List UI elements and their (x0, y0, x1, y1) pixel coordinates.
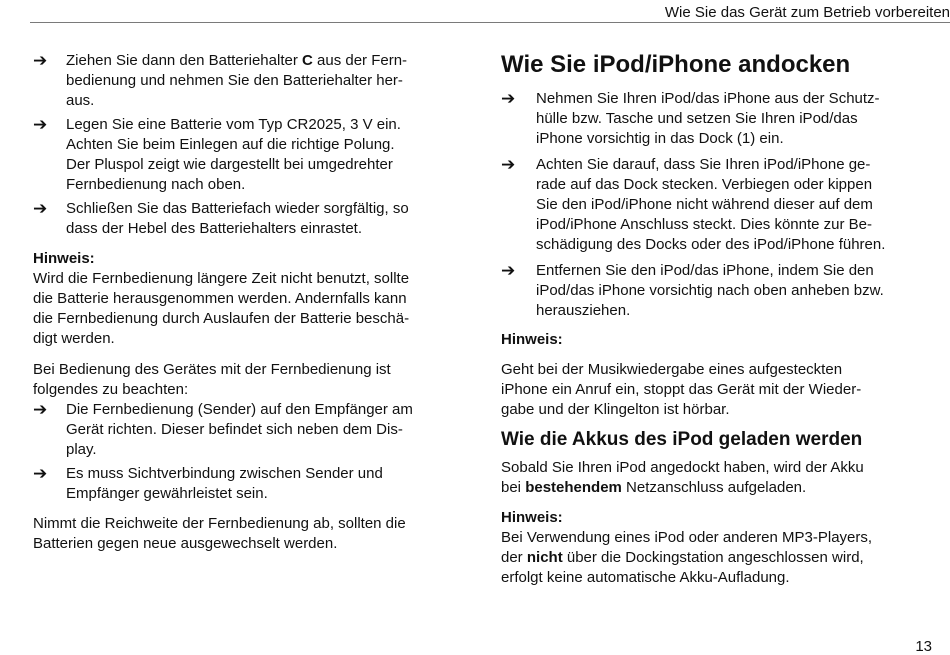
text-line: schädigung des Docks oder des iPod/iPhone führen. (536, 236, 886, 253)
arrow-right-icon: ➔ (33, 464, 48, 483)
left-column (33, 51, 465, 554)
list-item (33, 464, 465, 504)
text-line: Bei Verwendung eines iPod oder anderen MP3-Players, (501, 529, 873, 546)
arrow-right-icon: ➔ (33, 199, 48, 218)
charge-paragraph (501, 458, 941, 498)
list-item (501, 155, 941, 255)
list-item (33, 400, 465, 460)
text-line: Achten Sie beim Einlegen auf die richtige Polung. (66, 136, 395, 153)
closing-paragraph (33, 514, 465, 554)
text-line: dass der Hebel des Batteriehalters einrastet. (66, 220, 362, 237)
text-line: Empfänger gewährleistet sein. (66, 485, 268, 502)
text-line: iPod/das iPhone vorsichtig nach oben anheben bzw. (536, 282, 884, 299)
text-line: digt werden. (33, 330, 115, 347)
page-number: 13 (915, 638, 932, 655)
text-line: folgendes zu beachten: (33, 381, 189, 398)
list-item (501, 89, 941, 149)
text-line: Batterien gegen neue ausgewechselt werden. (33, 535, 338, 552)
label-c: C (302, 52, 313, 69)
text-line: hülle bzw. Tasche und setzen Sie Ihren iPod/das (536, 110, 858, 127)
text: aus der Fern- (312, 52, 408, 69)
text-line: Fernbedienung nach oben. (66, 176, 246, 193)
arrow-right-icon: ➔ (501, 89, 516, 108)
text-line: bedienung und nehmen Sie den Batteriehalter her- (66, 72, 403, 89)
text-line: erfolgt keine automatische Akku-Aufladung. (501, 569, 790, 586)
text-line: Geht bei der Musikwiedergabe eines aufgesteckten (501, 361, 843, 378)
text-line: Schließen Sie das Batteriefach wieder sorgfältig, so (66, 200, 409, 217)
text-line: Entfernen Sie den iPod/das iPhone, indem Sie den (536, 262, 874, 279)
text-line: play. (66, 441, 97, 458)
text-line: Es muss Sichtverbindung zwischen Sender und (66, 465, 383, 482)
note-block (501, 360, 941, 420)
emphasis: nicht (526, 549, 563, 566)
arrow-right-icon: ➔ (501, 261, 516, 280)
text-line: Bei Bedienung des Gerätes mit der Fernbedienung ist (33, 361, 391, 378)
right-column (501, 50, 941, 588)
text: über die Dockingstation angeschlossen wird, (562, 549, 864, 566)
intro-paragraph (33, 360, 465, 400)
list-item (33, 51, 465, 111)
list-item (501, 261, 941, 321)
arrow-right-icon: ➔ (33, 400, 48, 419)
text-line: Sie den iPod/iPhone nicht während dieser auf dem (536, 196, 873, 213)
text: Netzanschluss aufgeladen. (621, 479, 807, 496)
list-item (33, 199, 465, 239)
arrow-right-icon: ➔ (33, 51, 48, 70)
text-line: Legen Sie eine Batterie vom Typ CR2025, 3 V ein. (66, 116, 401, 133)
text-line: Achten Sie darauf, dass Sie Ihren iPod/iPhone ge- (536, 156, 871, 173)
note-label: Hinweis: (501, 509, 563, 526)
text-line: die Batterie herausgenommen werden. Andernfalls kann (33, 290, 407, 307)
text-line: rade auf das Dock stecken. Verbiegen oder kippen (536, 176, 873, 193)
text: Ziehen Sie dann den Batteriehalter (66, 52, 302, 69)
text-line: Sobald Sie Ihren iPod angedockt haben, wird der Akku (501, 459, 864, 476)
note-block (501, 508, 941, 588)
page-header (30, 0, 950, 23)
text: bei (501, 479, 526, 496)
note-label: Hinweis: (33, 250, 95, 267)
text-line: iPod/iPhone Anschluss steckt. Dies könnte zur Be- (536, 216, 873, 233)
list-item (33, 115, 465, 195)
text: der (501, 549, 527, 566)
note-label: Hinweis: (501, 331, 563, 348)
emphasis: bestehendem (525, 479, 622, 496)
text-line: iPhone vorsichtig in das Dock (1) ein. (536, 130, 784, 147)
text-line: iPhone ein Anruf ein, stoppt das Gerät mit der Wieder- (501, 381, 862, 398)
text-line: Gerät richten. Dieser befindet sich neben dem Dis- (66, 421, 403, 438)
text-line: Nehmen Sie Ihren iPod/das iPhone aus der Schutz- (536, 90, 880, 107)
text-line: Wird die Fernbedienung längere Zeit nicht benutzt, sollte (33, 270, 410, 287)
header-title: Wie Sie das Gerät zum Betrieb vorbereiten (664, 4, 950, 21)
text-line: Die Fernbedienung (Sender) auf den Empfänger am (66, 401, 413, 418)
arrow-right-icon: ➔ (33, 115, 48, 134)
text-line: Nimmt die Reichweite der Fernbedienung ab, sollten die (33, 515, 406, 532)
text-line: Der Pluspol zeigt wie dargestellt bei umgedrehter (66, 156, 393, 173)
arrow-right-icon: ➔ (501, 155, 516, 174)
text-line: aus. (66, 92, 95, 109)
section-heading: Wie Sie iPod/iPhone andocken (501, 51, 851, 78)
text-line: die Fernbedienung durch Auslaufen der Batterie beschä- (33, 310, 410, 327)
text-line: herausziehen. (536, 302, 631, 319)
note-block (33, 249, 465, 349)
text-line: gabe und der Klingelton ist hörbar. (501, 401, 730, 418)
subsection-heading: Wie die Akkus des iPod geladen werden (501, 429, 863, 450)
